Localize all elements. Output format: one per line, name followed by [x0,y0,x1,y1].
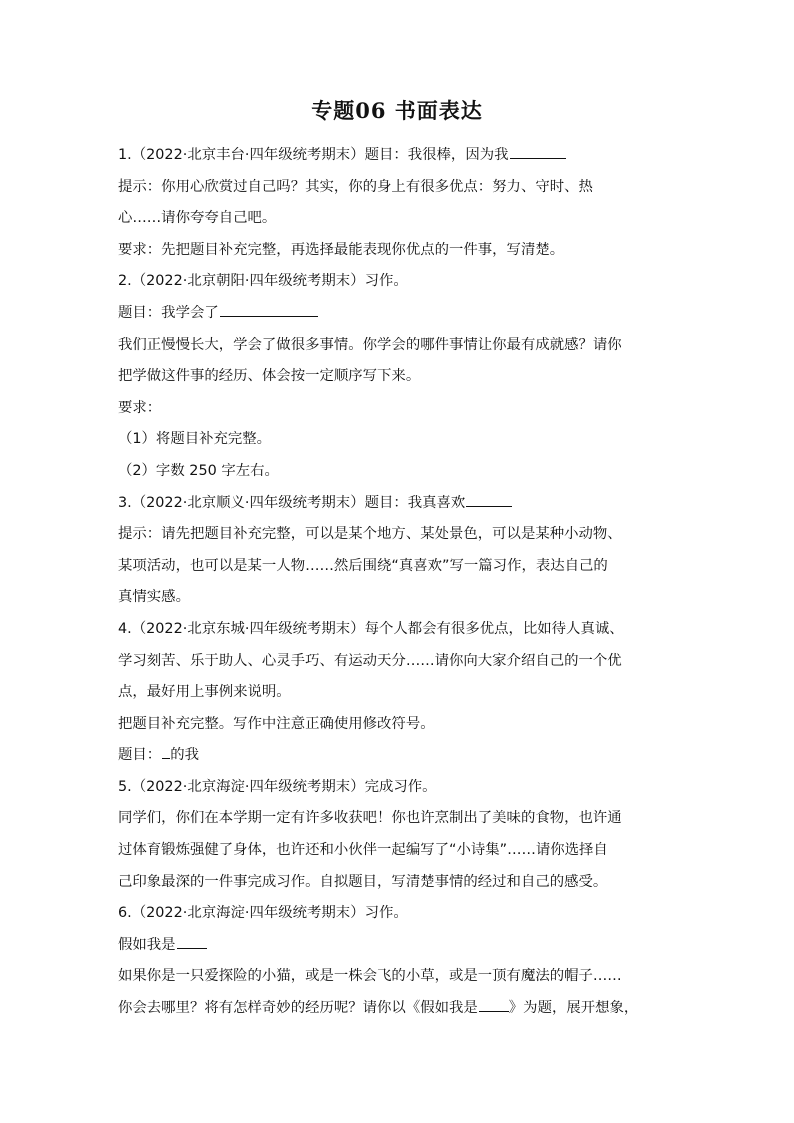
q1-requirement: 要求：先把题目补充完整，再选择最能表现你优点的一件事，写清楚。 [118,241,565,258]
q5-prompt: 同学们，你们在本学期一定有许多收获吧！你也许烹制出了美味的食物，也许通 [118,810,622,827]
q4-prompt-end: 点，最好用上事例来说明。 [118,684,291,701]
text-line-13 [118,519,680,551]
text-line-27 [118,961,680,993]
text-line-28 [118,993,680,1025]
text-line-21 [118,772,680,804]
q6-prompt-cont: 你会去哪里？将有怎样奇妙的经历呢？请你以《假如我是 [118,1000,478,1017]
q4-heading: 4.（2022·北京东城·四年级统考期末）每个人都会有很多优点，比如待人真诚、 [118,620,624,637]
text-line-6 [118,298,680,330]
text-line-17 [118,646,680,678]
text-line-7 [118,330,680,362]
text-line-24 [118,867,680,899]
text-line-25 [118,898,680,930]
q2-title-blank [220,300,318,317]
q5-prompt-end: 己印象最深的一件事完成习作。自拟题目，写清楚事情的经过和自己的感受。 [118,873,608,890]
text-line-8 [118,361,680,393]
text-line-12 [118,488,680,520]
q1-heading: 1.（2022·北京丰台·四年级统考期末）题目：我很棒，因为我 [118,147,509,163]
text-line-16 [118,614,680,646]
q2-heading: 2.（2022·北京朝阳·四年级统考期末）习作。 [118,273,408,290]
q6-heading: 6.（2022·北京海淀·四年级统考期末）习作。 [118,905,408,922]
q2-requirement-label: 要求： [118,399,162,416]
q4-title-suffix: 的我 [170,747,199,764]
text-line-1 [118,140,680,172]
q2-requirement-2: （2）字数 250 字左右。 [118,462,279,479]
q6-title: 假如我是 [118,936,176,953]
q1-title-blank [510,142,566,159]
q4-title-blank [162,742,170,759]
text-line-20 [118,740,680,772]
q4-prompt: 学习刻苦、乐于助人、心灵手巧、有运动天分……请你向大家介绍自己的一个优 [118,652,622,669]
text-line-14 [118,551,680,583]
q6-inline-blank [479,995,509,1012]
text-line-26 [118,930,680,962]
q5-prompt-cont: 过体育锻炼强健了身体，也许还和小伙伴一起编写了“小诗集”……请你选择自 [118,842,608,859]
q2-prompt: 我们正慢慢长大，学会了做很多事情。你学会的哪件事情让你最有成就感？请你 [118,336,622,353]
q6-title-blank [177,932,207,949]
q4-instruction: 把题目补充完整。写作中注意正确使用修改符号。 [118,715,435,732]
q3-title-blank [466,490,512,507]
text-line-15 [118,582,680,614]
q3-hint-end: 真情实感。 [118,589,190,606]
q2-prompt-cont: 把学做这件事的经历、体会按一定顺序写下来。 [118,368,421,385]
q6-prompt: 如果你是一只爱探险的小猫，或是一株会飞的小草，或是一顶有魔法的帽子…… [118,968,622,985]
q4-title-label: 题目： [118,747,162,764]
q3-hint-cont: 某项活动，也可以是某一人物……然后围绕“真喜欢”写一篇习作，表达自己的 [118,557,608,574]
text-line-23 [118,835,680,867]
q2-requirement-1: （1）将题目补充完整。 [118,431,272,448]
q1-hint-cont: 心……请你夸夸自己吧。 [118,210,277,227]
text-line-11 [118,456,680,488]
text-line-10 [118,424,680,456]
text-line-18 [118,677,680,709]
q1-hint: 提示：你用心欣赏过自己吗？其实，你的身上有很多优点：努力、守时、热 [118,178,593,195]
text-line-4 [118,235,680,267]
page-title: 专题06 书面表达 [311,98,483,123]
q2-title: 题目：我学会了 [118,304,219,321]
text-line-9 [118,393,680,425]
q3-hint: 提示：请先把题目补充完整，可以是某个地方、某处景色，可以是某种小动物、 [118,526,622,543]
document-body [118,140,680,1025]
text-line-2 [118,172,680,204]
q5-heading: 5.（2022·北京海淀·四年级统考期末）完成习作。 [118,778,437,795]
q3-heading: 3.（2022·北京顺义·四年级统考期末）题目：我真喜欢 [118,494,466,511]
text-line-19 [118,709,680,741]
text-line-5 [118,266,680,298]
text-line-3 [118,203,680,235]
text-line-22 [118,803,680,835]
q6-prompt-suffix: 》为题，展开想象， [508,1000,639,1017]
